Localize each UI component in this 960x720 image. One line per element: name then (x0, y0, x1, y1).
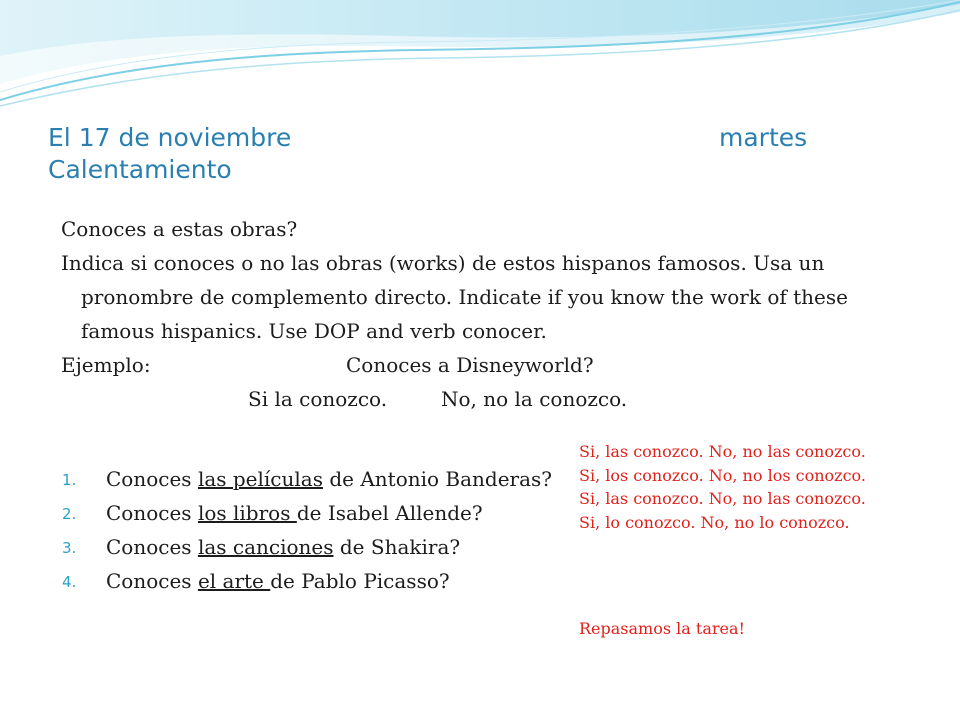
item-text: Conoces (106, 501, 198, 525)
item-number: 4. (62, 573, 77, 591)
question-list (62, 462, 552, 598)
list-item (62, 564, 552, 598)
slide-title (48, 122, 928, 186)
list-item (62, 496, 552, 530)
item-underlined: las películas (197, 467, 323, 491)
example-question: Conoces a Disneyworld? (346, 353, 594, 377)
instructions-block (61, 212, 911, 411)
answer-line: Si, las conozco. No, no las conozco. (579, 489, 866, 508)
item-text: de Shakira? (333, 535, 461, 559)
item-text: Conoces (106, 569, 198, 593)
question-line: Conoces a estas obras? (61, 217, 298, 241)
example-label: Ejemplo: (61, 353, 151, 377)
title-date: El 17 de noviembre (48, 123, 292, 152)
list-item (62, 462, 552, 496)
item-underlined: el arte (197, 569, 271, 593)
example-answer-yes: Si la conozco. (248, 387, 388, 411)
item-number: 1. (62, 471, 77, 489)
answers-block (579, 440, 866, 534)
title-subtitle: Calentamiento (48, 155, 232, 184)
list-item (62, 530, 552, 564)
title-day: martes (719, 123, 808, 152)
item-text: Conoces (106, 535, 198, 559)
answer-line: Si, lo conozco. No, no lo conozco. (579, 512, 850, 532)
review-note: Repasamos la tarea! (579, 619, 745, 638)
item-underlined: las canciones (197, 535, 334, 559)
item-number: 3. (62, 539, 77, 557)
answer-line: Si, las conozco. No, no las conozco. (579, 442, 866, 461)
example-answer-no: No, no la conozco. (441, 387, 628, 411)
answer-line: Si, los conozco. No, no los conozco. (579, 465, 866, 485)
item-number: 2. (62, 505, 77, 523)
instructions-paragraph: Indica si conoces o no las obras (works) de estos hispanos famosos. Usa un pronombre de complemento directo. Indicate if you know the work of these famous hispanics. Use DOP and verb conocer. (61, 251, 848, 343)
decorative-wave-banner (0, 0, 960, 120)
item-text: de Isabel Allende? (296, 501, 483, 525)
item-text: de Antonio Banderas? (322, 467, 553, 491)
item-text: de Pablo Picasso? (270, 569, 450, 593)
item-text: Conoces (106, 467, 198, 491)
item-underlined: los libros (197, 501, 297, 525)
